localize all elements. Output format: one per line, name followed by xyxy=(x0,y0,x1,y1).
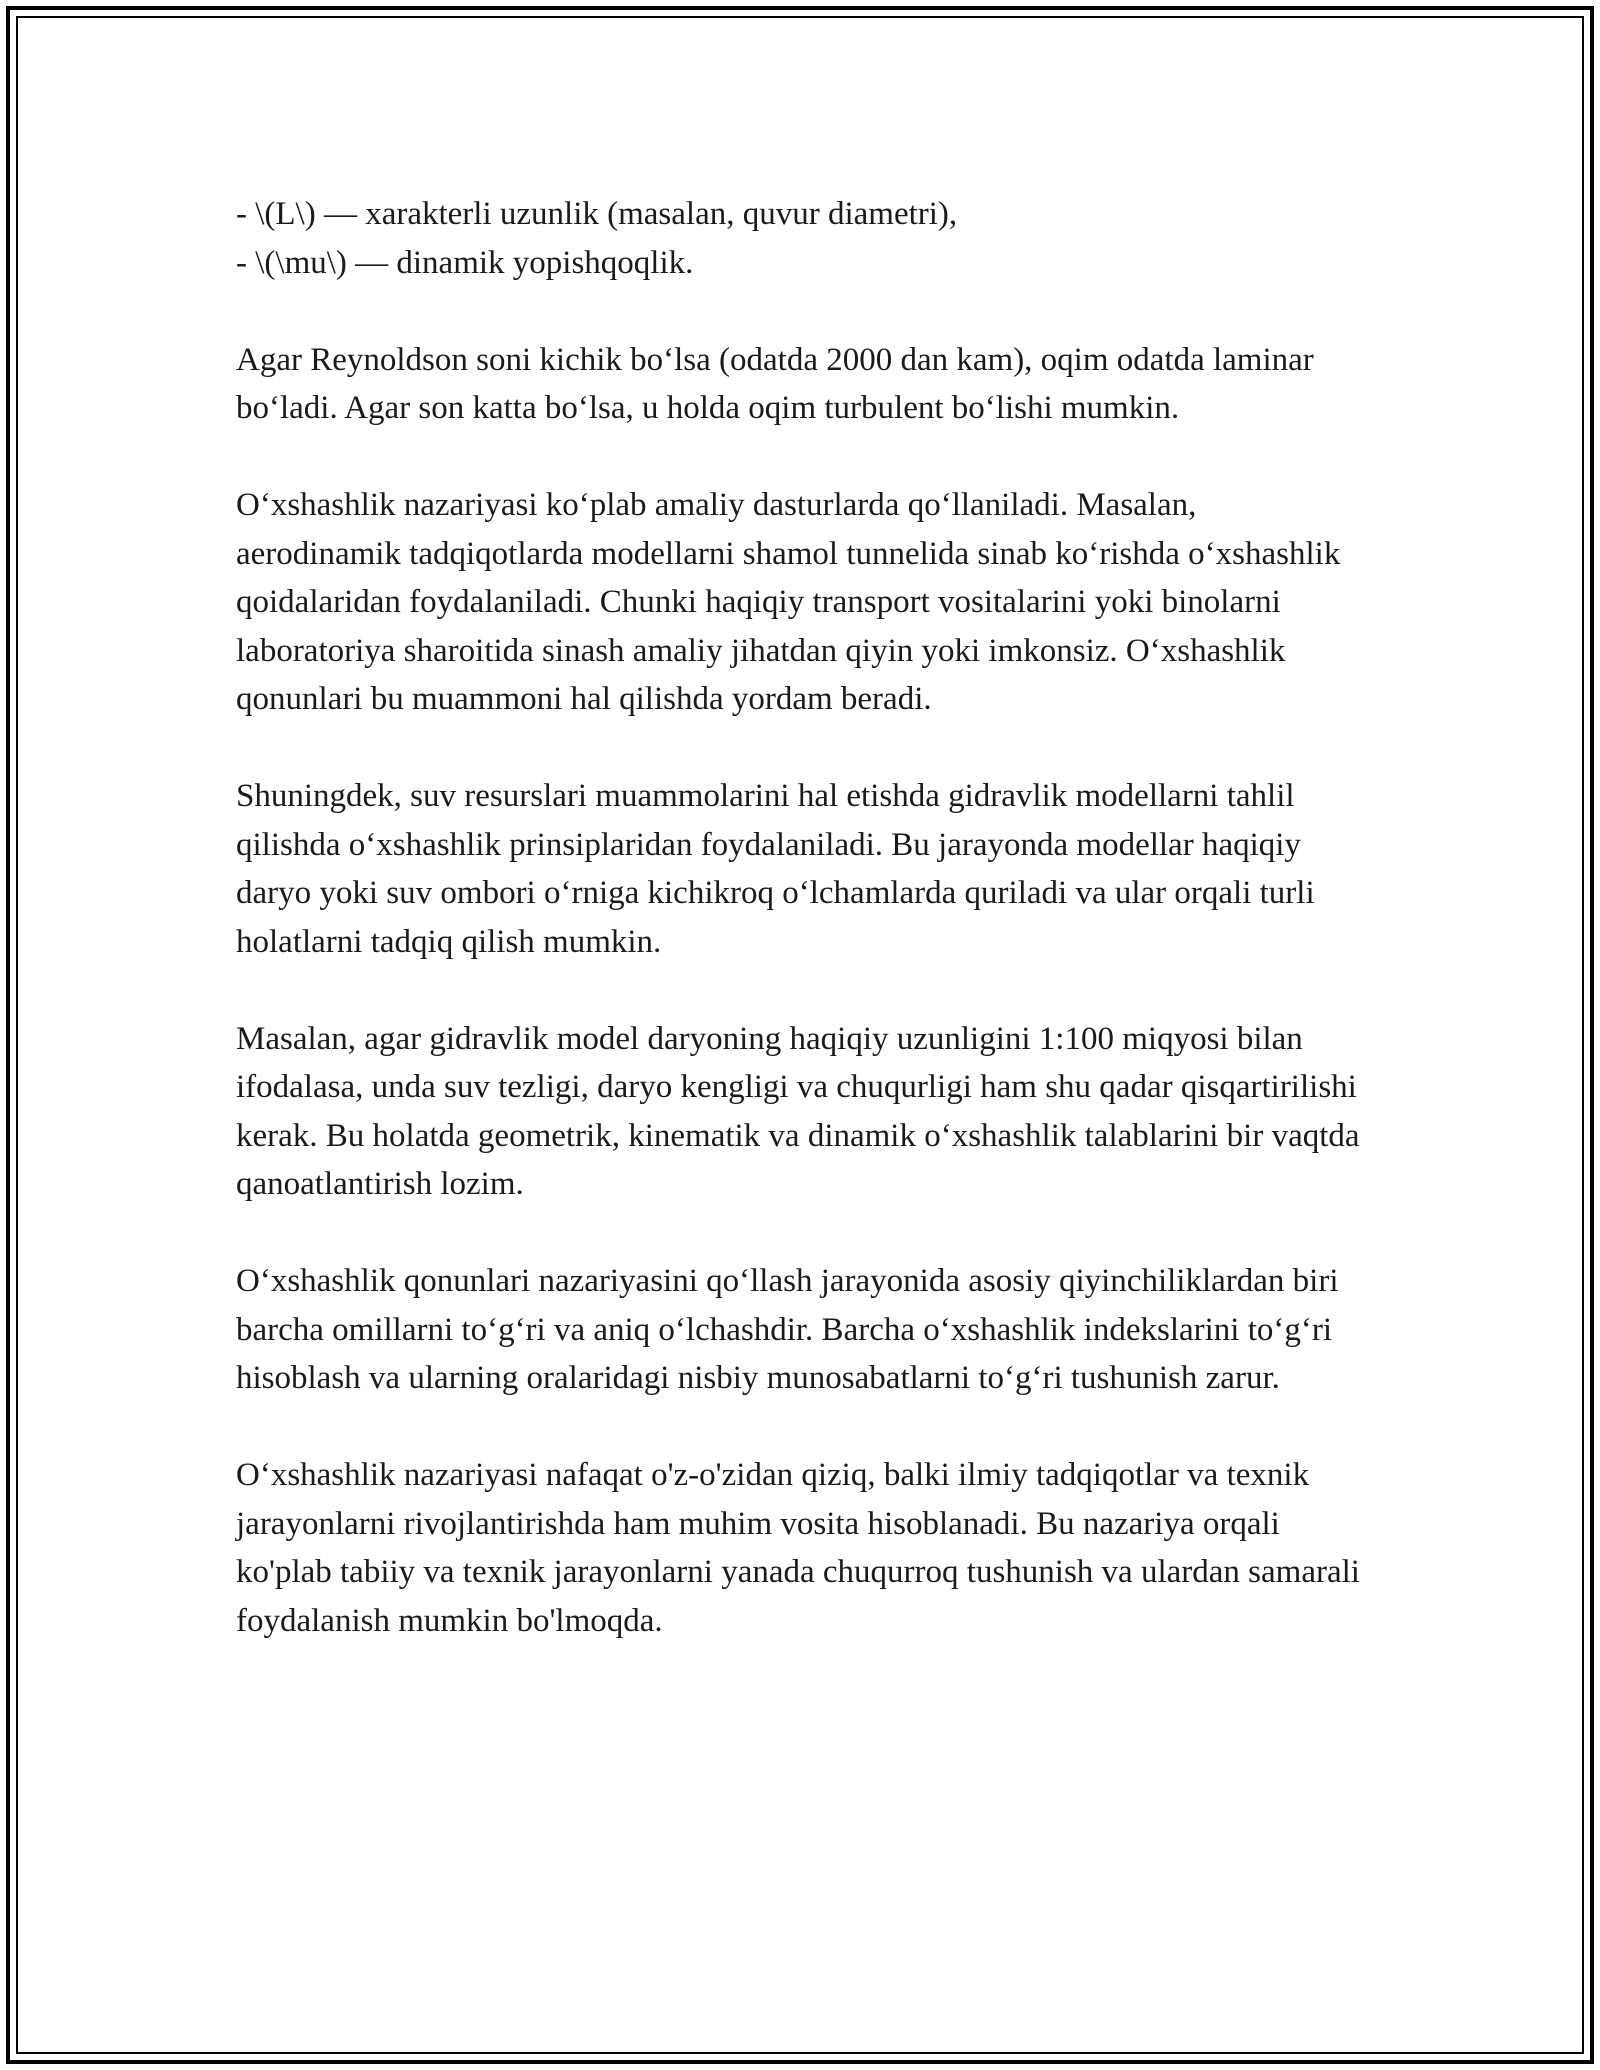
paragraph-water-resources: Shuningdek, suv resurslari muammolarini hal etishda gidravlik modellarni tahlil qilishda o‘xshashlik prinsiplaridan foydalaniladi. Bu jarayonda modellar haqiqiy daryo yoki suv ombori o‘rniga kichikroq o‘lchamlarda quriladi va ular orqali turli holatlarni tadqiq qilish mumkin. xyxy=(236,778,1315,960)
paragraph-difficulties: O‘xshashlik qonunlari nazariyasini qo‘llash jarayonida asosiy qiyinchiliklardan biri barcha omillarni to‘g‘ri va aniq o‘lchashdir. Barcha o‘xshashlik indekslarini to‘g‘ri hisoblash va ularning oralaridagi nisbiy munosabatlarni to‘g‘ri tushunish zarur. xyxy=(236,1263,1339,1396)
list-item-length: - \(L\) — xarakterli uzunlik (masalan, quvur diametri), xyxy=(236,196,958,232)
paragraph-reynolds: Agar Reynoldson soni kichik bo‘lsa (odatda 2000 dan kam), oqim odatda laminar bo‘ladi. Agar son katta bo‘lsa, u holda oqim turbulent bo‘lishi mumkin. xyxy=(236,341,1314,426)
paragraph-conclusion: O‘xshashlik nazariyasi nafaqat o'z-o'zidan qiziq, balki ilmiy tadqiqotlar va texnik jarayonlarni rivojlantirishda ham muhim vosita hisoblanadi. Bu nazariya orqali ko'plab tabiiy va texnik jarayonlarni yanada chuqurroq tushunish va ulardan samarali foydalanish mumkin bo'lmoqda. xyxy=(236,1457,1360,1639)
document-body xyxy=(236,190,1366,1694)
list-item-viscosity: - \(\mu\) — dinamik yopishqoqlik. xyxy=(236,244,694,281)
paragraph-applications: O‘xshashlik nazariyasi ko‘plab amaliy dasturlarda qo‘llaniladi. Masalan, aerodinamik tadqiqotlarda modellarni shamol tunnelida sinab ko‘rishda o‘xshashlik qoidalaridan foydalaniladi. Chunki haqiqiy transport vositalarini yoki binolarni laboratoriya sharoitida sinash amaliy jihatdan qiyin yoki imkonsiz. O‘xshashlik qonunlari bu muammoni hal qilishda yordam beradi. xyxy=(236,487,1341,717)
paragraph-scale-example: Masalan, agar gidravlik model daryoning haqiqiy uzunligini 1:100 miqyosi bilan ifodalasa, unda suv tezligi, daryo kengligi va chuqurligi ham shu qadar qisqartirilishi kerak. Bu holatda geometrik, kinematik va dinamik o‘xshashlik talablarini bir vaqtda qanoatlantirish lozim. xyxy=(236,1020,1360,1202)
